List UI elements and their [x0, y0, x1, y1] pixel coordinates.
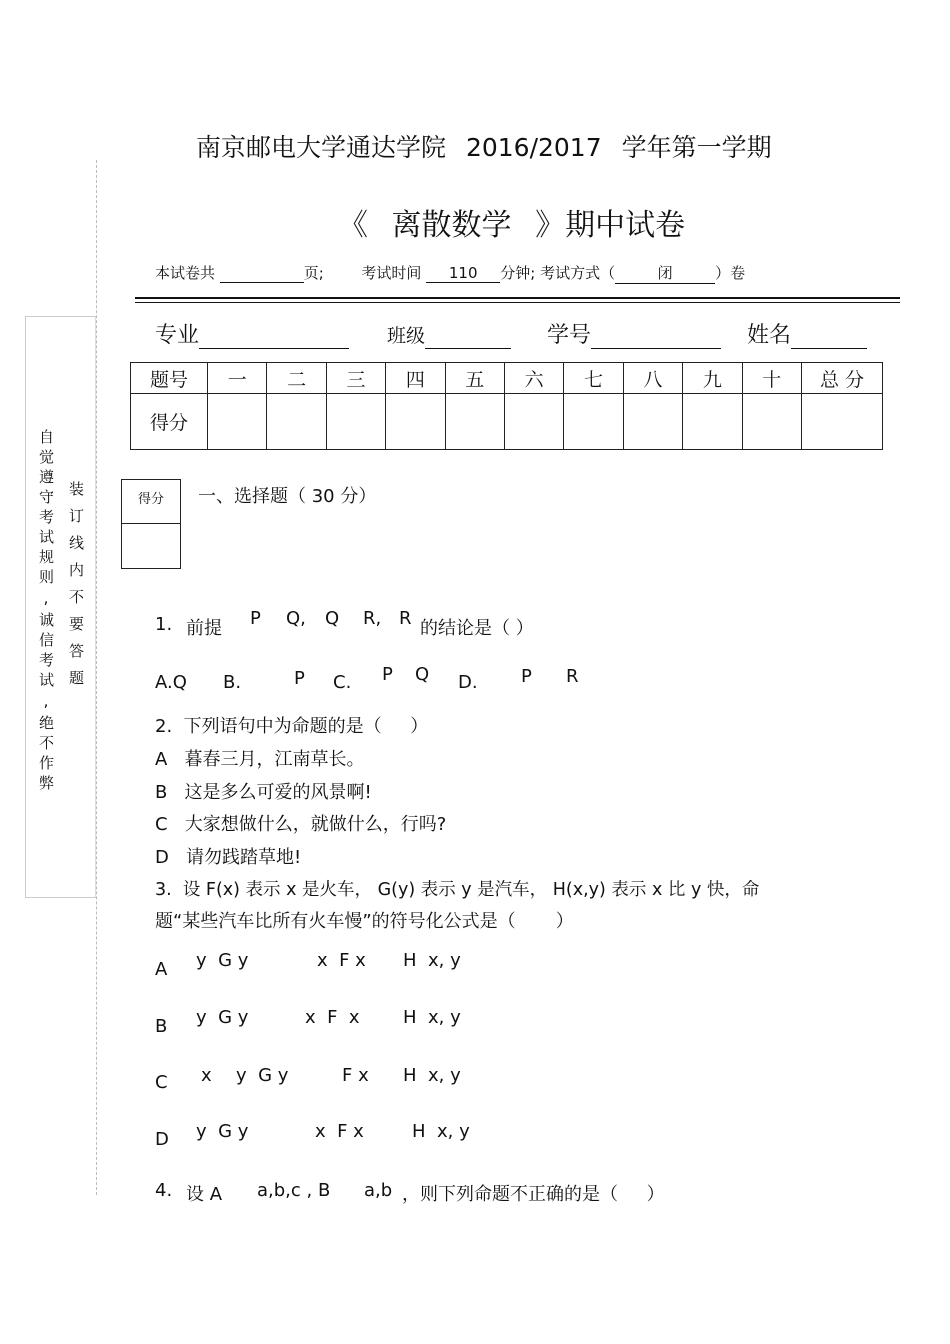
school-term-title: 南京邮电大学通达学院 2016/2017 学年第一学期	[196, 133, 772, 162]
class-label: 班级	[387, 325, 426, 347]
time-value: 110	[426, 264, 500, 283]
time-suffix: 分钟;	[500, 264, 536, 282]
question-number-header: 题号	[131, 363, 208, 394]
pages-blank	[220, 264, 304, 283]
score-cell[interactable]	[386, 394, 445, 450]
q1-option-c: C.	[333, 672, 352, 693]
binding-sidebar	[25, 316, 96, 898]
q1-option-c-sym1: P	[382, 664, 393, 685]
q1-sym-r2: R	[399, 608, 412, 629]
q1-option-c-sym2: Q	[415, 664, 430, 685]
id-label: 学号	[547, 323, 592, 348]
id-field[interactable]	[591, 323, 721, 349]
score-table-header-row	[131, 363, 883, 394]
q3-option-a-part2: x F x	[317, 950, 366, 971]
q3-option-c-part4: H x, y	[403, 1065, 461, 1086]
section-title: 一、选择题（ 30 分）	[198, 486, 377, 507]
q1-option-d-sym1: P	[521, 666, 532, 687]
col-total: 总 分	[802, 363, 883, 394]
q3-option-a-part1: y G y	[196, 950, 249, 971]
section-score-box	[121, 479, 181, 569]
score-cell[interactable]	[683, 394, 742, 450]
score-cell[interactable]	[564, 394, 623, 450]
col-1: 一	[208, 363, 267, 394]
q3-option-c-label: C	[155, 1072, 168, 1093]
q3-option-d-part2: x F x	[315, 1121, 364, 1142]
pages-suffix: 页;	[303, 264, 324, 282]
score-row-label: 得分	[131, 394, 208, 450]
binding-line	[96, 160, 97, 1195]
q1-option-b-sym: P	[294, 668, 305, 689]
q3-option-d-part3: H x, y	[412, 1121, 470, 1142]
mode-suffix: ）卷	[715, 264, 746, 282]
score-cell[interactable]	[208, 394, 267, 450]
q2-option-b: B 这是多么可爱的风景啊!	[155, 782, 372, 803]
col-9: 九	[683, 363, 742, 394]
mode-prefix: 考试方式（	[540, 264, 616, 282]
q4-number: 4.	[155, 1180, 173, 1201]
q2-option-a: A 暮春三月，江南草长。	[155, 749, 365, 770]
pages-prefix: 本试卷共	[155, 264, 216, 282]
name-field[interactable]	[791, 323, 867, 349]
score-cell[interactable]	[445, 394, 504, 450]
q1-option-a: A.Q	[155, 672, 187, 693]
q2-option-d: D 请勿践踏草地!	[155, 847, 302, 868]
header-rule-bottom	[135, 302, 900, 303]
q2-stem: 2. 下列语句中为命题的是（ ）	[155, 716, 429, 737]
q3-option-b-label: B	[155, 1016, 168, 1037]
score-cell[interactable]	[742, 394, 801, 450]
q3-stem-line2: 题“某些汽车比所有火车慢”的符号化公式是（ ）	[155, 911, 574, 932]
q3-stem-line1: 3. 设 F(x) 表示 x 是火车， G(y) 表示 y 是汽车， H(x,y) 表示 x 比 y 快，命	[155, 880, 760, 900]
q3-option-d-label: D	[155, 1129, 169, 1150]
q1-option-b: B.	[223, 672, 242, 693]
q4-prefix: 设 A	[186, 1184, 223, 1205]
q2-option-c: C 大家想做什么，就做什么，行吗?	[155, 814, 447, 835]
q1-sym-q1: Q,	[286, 608, 306, 629]
name-label: 姓名	[747, 323, 792, 348]
mode-value: 闭	[615, 262, 715, 284]
exam-info-line	[155, 262, 745, 284]
score-cell[interactable]	[267, 394, 326, 450]
q4-suffix: ，则下列命题不正确的是（ ）	[402, 1184, 665, 1205]
sidebar-honor-text: 自觉遵守考试规则,诚信考试,绝不作弊	[37, 429, 55, 795]
q3-option-a-label: A	[155, 959, 168, 980]
q3-option-c-part3: F x	[342, 1065, 369, 1086]
q4-set-b: a,b	[364, 1180, 393, 1201]
score-cell[interactable]	[326, 394, 385, 450]
q1-sym-p: P	[250, 608, 261, 629]
q1-sym-q2: Q	[325, 608, 340, 629]
time-prefix: 考试时间	[361, 264, 422, 282]
q3-option-c-part1: x	[201, 1065, 212, 1086]
col-6: 六	[504, 363, 563, 394]
q3-option-c-part2: y G y	[236, 1065, 289, 1086]
class-field[interactable]	[425, 323, 511, 349]
score-cell[interactable]	[802, 394, 883, 450]
col-4: 四	[386, 363, 445, 394]
exam-title: 《 离散数学 》期中试卷	[338, 208, 686, 243]
q1-suffix: 的结论是（ ）	[420, 618, 534, 639]
col-5: 五	[445, 363, 504, 394]
q3-option-b-part1: y G y	[196, 1007, 249, 1028]
section-score-cell[interactable]	[122, 524, 180, 568]
sidebar-binding-text: 装订线内不要答题	[67, 481, 85, 697]
q1-sym-r1: R,	[363, 608, 382, 629]
q3-option-b-part2: x F x	[305, 1007, 360, 1028]
col-8: 八	[623, 363, 682, 394]
q1-option-d-sym2: R	[566, 666, 579, 687]
header-rule-top	[135, 297, 900, 299]
q1-number: 1.	[155, 614, 173, 635]
score-table-score-row	[131, 394, 883, 450]
col-10: 十	[742, 363, 801, 394]
col-7: 七	[564, 363, 623, 394]
score-cell[interactable]	[623, 394, 682, 450]
q3-option-d-part1: y G y	[196, 1121, 249, 1142]
q3-option-a-part3: H x, y	[403, 950, 461, 971]
col-3: 三	[326, 363, 385, 394]
q4-set-a: a,b,c , B	[257, 1180, 331, 1201]
q1-option-d: D.	[458, 672, 478, 693]
q3-option-b-part3: H x, y	[403, 1007, 461, 1028]
col-2: 二	[267, 363, 326, 394]
score-cell[interactable]	[504, 394, 563, 450]
major-label: 专业	[155, 323, 200, 348]
score-table	[130, 362, 883, 450]
section-score-label: 得分	[122, 480, 180, 524]
major-field[interactable]	[199, 323, 349, 349]
q1-prefix: 前提	[186, 618, 222, 639]
student-info-line	[155, 318, 867, 349]
